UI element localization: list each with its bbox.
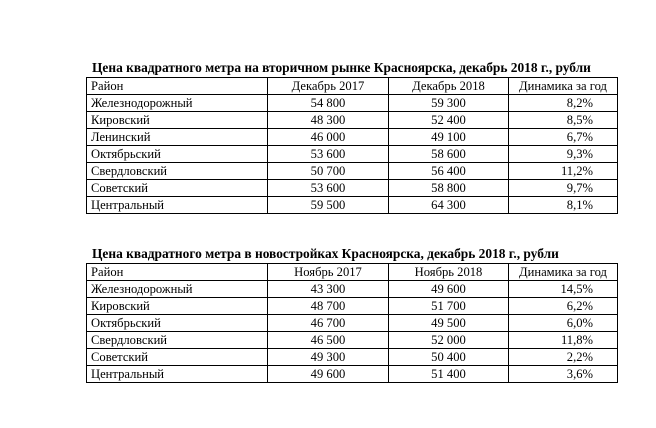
- cell-price-period-1: 59 500: [268, 197, 389, 214]
- cell-dynamics: 6,2%: [509, 298, 618, 315]
- cell-dynamics: 6,7%: [509, 129, 618, 146]
- column-header-district: Район: [87, 264, 268, 281]
- table-row: [87, 129, 618, 146]
- cell-district: Свердловский: [87, 332, 268, 349]
- cell-price-period-2: 51 700: [389, 298, 509, 315]
- cell-price-period-1: 49 600: [268, 366, 389, 383]
- cell-price-period-2: 52 400: [389, 112, 509, 129]
- cell-district: Кировский: [87, 298, 268, 315]
- cell-dynamics: 11,8%: [509, 332, 618, 349]
- cell-district: Ленинский: [87, 129, 268, 146]
- column-header-period-1: Декабрь 2017: [268, 78, 389, 95]
- cell-price-period-1: 48 300: [268, 112, 389, 129]
- cell-price-period-1: 48 700: [268, 298, 389, 315]
- table-row: [87, 146, 618, 163]
- cell-price-period-2: 51 400: [389, 366, 509, 383]
- cell-price-period-1: 49 300: [268, 349, 389, 366]
- cell-price-period-2: 49 600: [389, 281, 509, 298]
- new-buildings-section: [86, 246, 617, 383]
- cell-dynamics: 8,1%: [509, 197, 618, 214]
- table-row: [87, 180, 618, 197]
- cell-district: Октябрьский: [87, 146, 268, 163]
- cell-price-period-2: 49 500: [389, 315, 509, 332]
- cell-price-period-1: 46 000: [268, 129, 389, 146]
- cell-price-period-2: 52 000: [389, 332, 509, 349]
- cell-price-period-1: 46 500: [268, 332, 389, 349]
- cell-district: Кировский: [87, 112, 268, 129]
- cell-price-period-2: 50 400: [389, 349, 509, 366]
- cell-price-period-2: 56 400: [389, 163, 509, 180]
- cell-price-period-2: 49 100: [389, 129, 509, 146]
- table-row: [87, 197, 618, 214]
- table-row: [87, 95, 618, 112]
- cell-dynamics: 8,5%: [509, 112, 618, 129]
- table-row: [87, 281, 618, 298]
- cell-dynamics: 6,0%: [509, 315, 618, 332]
- column-header-period-2: Ноябрь 2018: [389, 264, 509, 281]
- column-header-period-2: Декабрь 2018: [389, 78, 509, 95]
- cell-district: Центральный: [87, 197, 268, 214]
- table-row: [87, 163, 618, 180]
- secondary-market-title: Цена квадратного метра на вторичном рынке Красноярска, декабрь 2018 г., рубли: [92, 60, 591, 75]
- new-buildings-title: Цена квадратного метра в новостройках Красноярска, декабрь 2018 г., рубли: [92, 246, 559, 261]
- cell-district: Свердловский: [87, 163, 268, 180]
- cell-district: Октябрьский: [87, 315, 268, 332]
- cell-price-period-1: 46 700: [268, 315, 389, 332]
- table-row: [87, 332, 618, 349]
- cell-dynamics: 11,2%: [509, 163, 618, 180]
- cell-dynamics: 9,7%: [509, 180, 618, 197]
- cell-district: Советский: [87, 349, 268, 366]
- cell-price-period-1: 43 300: [268, 281, 389, 298]
- cell-price-period-1: 53 600: [268, 146, 389, 163]
- cell-dynamics: 14,5%: [509, 281, 618, 298]
- cell-district: Советский: [87, 180, 268, 197]
- cell-price-period-1: 53 600: [268, 180, 389, 197]
- table-row: [87, 366, 618, 383]
- table-header-row: [87, 78, 618, 95]
- cell-district: Железнодорожный: [87, 281, 268, 298]
- cell-price-period-2: 64 300: [389, 197, 509, 214]
- cell-price-period-2: 58 800: [389, 180, 509, 197]
- column-header-period-1: Ноябрь 2017: [268, 264, 389, 281]
- cell-district: Железнодорожный: [87, 95, 268, 112]
- cell-price-period-2: 58 600: [389, 146, 509, 163]
- table-row: [87, 349, 618, 366]
- column-header-dynamics: Динамика за год: [509, 264, 618, 281]
- table-row: [87, 315, 618, 332]
- column-header-district: Район: [87, 78, 268, 95]
- secondary-market-rows: [87, 95, 618, 214]
- column-header-dynamics: Динамика за год: [509, 78, 618, 95]
- new-buildings-rows: [87, 281, 618, 383]
- secondary-market-table: [86, 77, 618, 214]
- table-header-row: [87, 264, 618, 281]
- cell-dynamics: 2,2%: [509, 349, 618, 366]
- cell-price-period-1: 54 800: [268, 95, 389, 112]
- cell-dynamics: 9,3%: [509, 146, 618, 163]
- cell-dynamics: 3,6%: [509, 366, 618, 383]
- new-buildings-table: [86, 263, 618, 383]
- cell-price-period-2: 59 300: [389, 95, 509, 112]
- cell-price-period-1: 50 700: [268, 163, 389, 180]
- secondary-market-section: [86, 60, 617, 214]
- cell-district: Центральный: [87, 366, 268, 383]
- table-row: [87, 298, 618, 315]
- cell-dynamics: 8,2%: [509, 95, 618, 112]
- table-row: [87, 112, 618, 129]
